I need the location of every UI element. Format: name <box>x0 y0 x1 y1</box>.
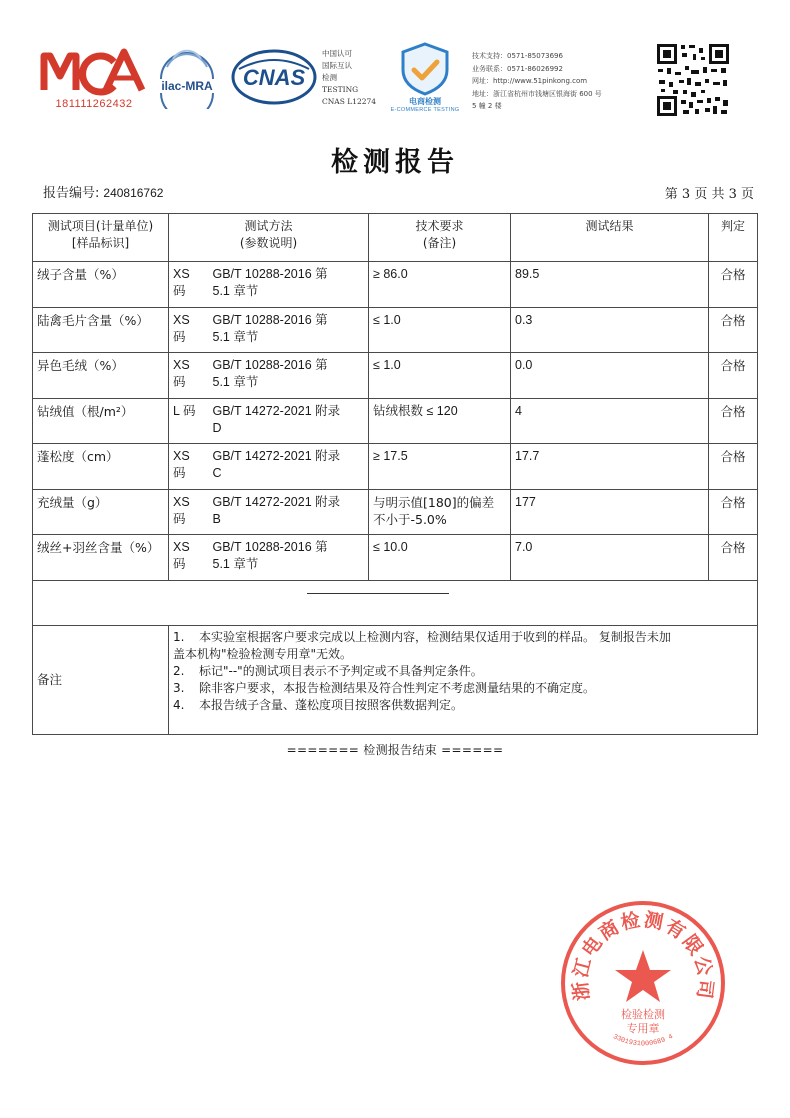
row-method <box>209 262 369 308</box>
test-results-table <box>32 213 758 735</box>
row-method <box>209 444 369 490</box>
row-tech-line: 钻绒根数 ≤ 120 <box>373 403 458 418</box>
header-judge: 判定 <box>709 214 758 262</box>
row-result: 4 <box>511 398 709 444</box>
row-method-line: 5.1 章节 <box>212 329 259 344</box>
row-tech <box>369 353 511 399</box>
note-number: 2. <box>173 663 185 678</box>
seal-org-text: 浙江电商检测有限公司 <box>569 908 717 1002</box>
row-method-line: GB/T 10288-2016 第 <box>212 267 328 281</box>
report-number-value: 240816762 <box>103 186 164 200</box>
row-tech-line: ≥ 17.5 <box>373 449 408 463</box>
cma-logo <box>40 46 148 114</box>
contact-line: 地址：浙江省杭州市钱塘区银海街 600 号 <box>472 89 602 98</box>
table-row <box>33 262 758 308</box>
row-tech <box>369 307 511 353</box>
row-item: 绒丝+羽丝含量（%） <box>33 535 169 581</box>
notes-list <box>169 625 758 734</box>
row-size: L 码 <box>169 398 209 444</box>
header-item <box>33 214 169 262</box>
note-text: 本报告绒子含量、蓬松度项目按照客供数据判定。 <box>199 697 464 712</box>
row-tech-line: ≥ 86.0 <box>373 267 408 281</box>
row-method <box>209 398 369 444</box>
official-seal <box>558 898 728 1068</box>
ilac-mra-logo <box>151 49 223 109</box>
row-method-line: B <box>212 511 221 526</box>
row-item: 蓬松度（cm） <box>33 444 169 490</box>
notes-row <box>33 625 758 734</box>
row-size: XS 码 <box>169 535 209 581</box>
ecommerce-testing-logo <box>387 40 463 118</box>
row-item: 异色毛绒（%） <box>33 353 169 399</box>
note-text: 标记"--"的测试项目表示不予判定或不具备判定条件。 <box>199 663 483 678</box>
row-method-line: GB/T 10288-2016 第 <box>212 540 328 554</box>
header-method <box>169 214 369 262</box>
row-result: 0.3 <box>511 307 709 353</box>
note-line <box>173 680 753 697</box>
row-judge: 合格 <box>709 353 758 399</box>
divider <box>307 593 449 594</box>
row-method <box>209 307 369 353</box>
row-method-line: GB/T 14272-2021 附录 <box>212 403 341 418</box>
row-method <box>209 489 369 535</box>
row-size: XS 码 <box>169 353 209 399</box>
blank-row <box>33 580 758 625</box>
row-tech-line: 与明示值[180]的偏差 <box>373 494 495 510</box>
note-text: 本实验室根据客户要求完成以上检测内容，检测结果仅适用于收到的样品。 复制报告未加 <box>199 629 671 644</box>
table-row <box>33 535 758 581</box>
cnas-accreditation-text <box>322 48 382 108</box>
table-header-row <box>33 214 758 262</box>
row-method-line: GB/T 14272-2021 附录 <box>212 494 341 509</box>
note-text: 除非客户要求，本报告检测结果及符合性判定不考虑测量结果的不确定度。 <box>199 680 596 695</box>
report-end-marker: ======= 检测报告结束 ====== <box>286 743 504 757</box>
seal-number: 3301931000689 4 <box>611 1033 675 1049</box>
table-row <box>33 444 758 490</box>
page-title: 检测报告 <box>331 147 459 178</box>
note-line <box>173 646 753 663</box>
table-row <box>33 353 758 399</box>
report-number-label: 报告编号: <box>43 186 100 201</box>
cnas-mark-text: CNAS <box>242 65 306 90</box>
row-tech-line: ≤ 1.0 <box>373 312 401 327</box>
row-item: 充绒量（g） <box>33 489 169 535</box>
row-size: XS 码 <box>169 489 209 535</box>
star-icon <box>615 950 671 1002</box>
row-judge: 合格 <box>709 398 758 444</box>
row-method <box>209 353 369 399</box>
header-item-line: [样品标识] <box>71 236 130 250</box>
table-row <box>33 307 758 353</box>
row-size: XS 码 <box>169 262 209 308</box>
row-judge: 合格 <box>709 444 758 490</box>
note-number: 3. <box>173 680 185 695</box>
row-size: XS 码 <box>169 307 209 353</box>
row-tech-line: ≤ 10.0 <box>373 540 408 554</box>
cnas-text-line: TESTING <box>322 85 359 94</box>
header-method-line: 测试方法 <box>244 219 293 233</box>
row-judge: 合格 <box>709 307 758 353</box>
row-method <box>209 535 369 581</box>
row-item: 绒子含量（%） <box>33 262 169 308</box>
cnas-text-line: 检测 <box>322 73 337 82</box>
row-method-line: GB/T 10288-2016 第 <box>212 312 328 327</box>
cnas-text-line: 国际互认 <box>322 61 352 70</box>
row-method-line: C <box>212 466 222 480</box>
row-method-line: GB/T 10288-2016 第 <box>212 358 328 372</box>
page-indicator: 第 3 页 共 3 页 <box>664 187 754 202</box>
row-tech-line: 不小于-5.0% <box>373 511 447 527</box>
header-item-line: 测试项目(计量单位) <box>47 219 154 233</box>
row-tech <box>369 444 511 490</box>
contact-line: 业务联系：0571-86026992 <box>472 64 563 73</box>
row-method-line: 5.1 章节 <box>212 284 259 298</box>
table-row <box>33 489 758 535</box>
note-text: 盖本机构"检验检测专用章"无效。 <box>173 646 353 661</box>
cnas-text-line: CNAS L12274 <box>322 97 377 106</box>
contact-line: 5 幢 2 楼 <box>472 102 502 110</box>
row-method-line: 5.1 章节 <box>212 375 259 389</box>
ecommerce-label: 电商检测 <box>409 97 441 106</box>
seal-purpose-line: 专用章 <box>626 1022 660 1035</box>
row-tech <box>369 398 511 444</box>
header-tech-line: (备注) <box>422 236 457 250</box>
note-number: 4. <box>173 697 185 712</box>
blank-cell <box>33 580 758 625</box>
row-tech-line: ≤ 1.0 <box>373 358 401 372</box>
row-result: 17.7 <box>511 444 709 490</box>
notes-label: 备注 <box>33 625 169 734</box>
note-number: 1. <box>173 629 185 644</box>
cnas-text-line: 中国认可 <box>322 49 352 58</box>
row-result: 89.5 <box>511 262 709 308</box>
contact-line: 网址：http://www.51pinkong.com <box>472 77 588 85</box>
contact-line: 技术支持：0571-85073696 <box>472 52 563 60</box>
svg-text:3301931000689 4 <box>611 1033 674 1048</box>
row-result: 7.0 <box>511 535 709 581</box>
row-tech <box>369 262 511 308</box>
report-number <box>43 182 163 201</box>
row-tech <box>369 489 511 535</box>
cma-number: 181111262432 <box>55 98 133 110</box>
header-result: 测试结果 <box>511 214 709 262</box>
ilac-mark-text: ilac-MRA <box>161 79 213 93</box>
row-judge: 合格 <box>709 489 758 535</box>
row-judge: 合格 <box>709 535 758 581</box>
row-result: 177 <box>511 489 709 535</box>
note-line <box>173 697 753 714</box>
row-item: 陆禽毛片含量（%） <box>33 307 169 353</box>
row-size: XS 码 <box>169 444 209 490</box>
row-tech <box>369 535 511 581</box>
note-line <box>173 629 753 646</box>
shield-check-icon <box>387 40 463 96</box>
row-method-line: GB/T 14272-2021 附录 <box>212 449 341 463</box>
row-result: 0.0 <box>511 353 709 399</box>
note-line <box>173 663 753 680</box>
header-method-line: (参数说明) <box>239 236 298 250</box>
row-method-line: 5.1 章节 <box>212 557 259 571</box>
row-item: 钻绒值（根/m²） <box>33 398 169 444</box>
ecommerce-sub-label: E-COMMERCE TESTING <box>390 107 460 113</box>
header-tech <box>369 214 511 262</box>
row-judge: 合格 <box>709 262 758 308</box>
seal-purpose-line: 检验检测 <box>621 1008 665 1021</box>
cnas-logo <box>231 49 317 105</box>
row-method-line: D <box>212 420 222 435</box>
header-tech-line: 技术要求 <box>415 219 464 233</box>
contact-info <box>472 50 652 113</box>
table-row <box>33 398 758 444</box>
qr-code-icon <box>655 42 731 118</box>
